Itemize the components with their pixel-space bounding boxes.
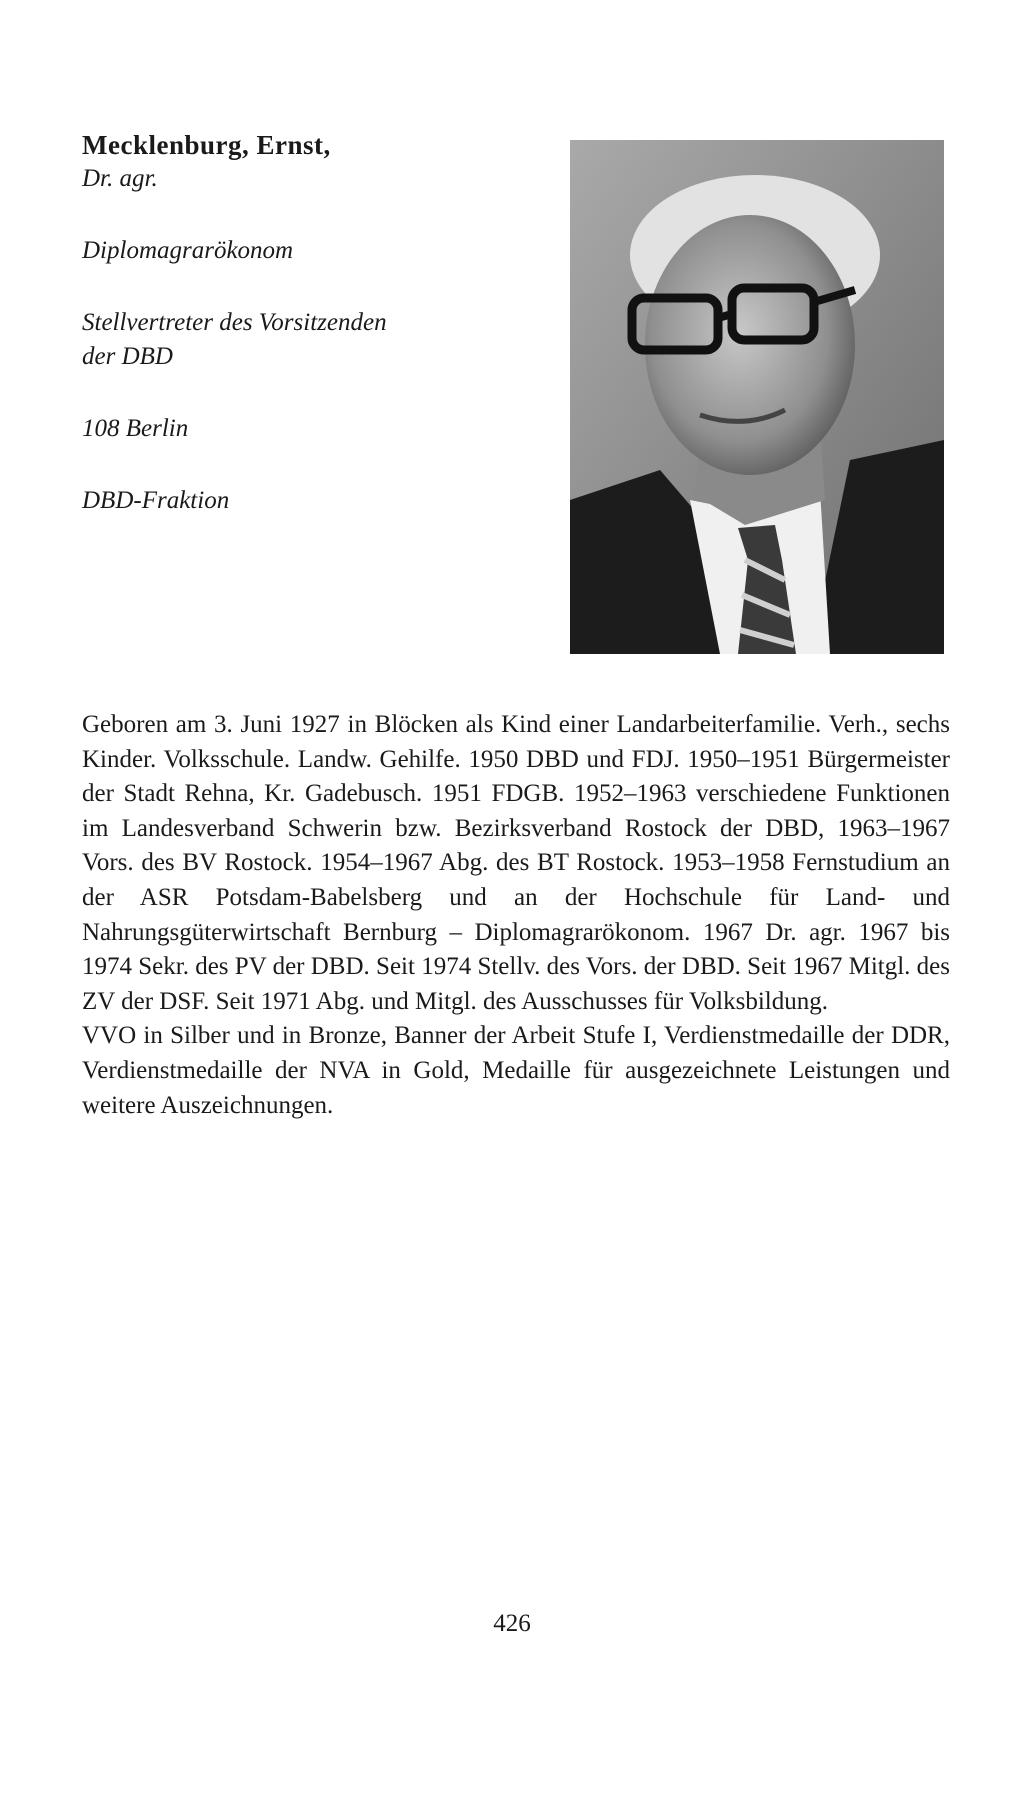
awards-paragraph: VVO in Silber und in Bronze, Banner der Arbeit Stufe I, Verdienstmedaille der DDR, Verdienstmedaille der NVA in Gold, Medaille für ausgezeichnete Leistungen und weitere Auszeichnungen. bbox=[82, 1022, 950, 1119]
position-line-2: der DBD bbox=[82, 343, 173, 370]
biography bbox=[82, 708, 950, 1123]
faction: DBD-Fraktion bbox=[82, 487, 230, 514]
location: 108 Berlin bbox=[82, 415, 189, 442]
position-line-1: Stellvertreter des Vorsitzenden bbox=[82, 309, 387, 336]
profession: Diplomagrarökonom bbox=[82, 237, 294, 264]
entry-header bbox=[82, 128, 552, 518]
academic-title: Dr. agr. bbox=[82, 165, 158, 192]
portrait-photo bbox=[570, 140, 944, 654]
biography-paragraph: Geboren am 3. Juni 1927 in Blöcken als Kind einer Landarbeiterfamilie. Verh., sechs Kinder. Volksschule. Landw. Gehilfe. 1950 DBD und FDJ. 1950–1951 Bürgermeister der Stadt Rehna, Kr. Gadebusch. 1951 FDGB. 1952–1963 verschiedene Funktionen im Landesverband Schwerin bzw. Bezirksverband Rostock der DBD, 1963–1967 Vors. des BV Rostock. 1954–1967 Abg. des BT Rostock. 1953–1958 Fernstudium an der ASR Potsdam-Babelsberg und an der Hochschule für Land- und Nahrungsgüterwirtschaft Bernburg – Diplomagrarökonom. 1967 Dr. agr. 1967 bis 1974 Sekr. des PV der DBD. Seit 1974 Stellv. des Vors. der DBD. Seit 1967 Mitgl. des ZV der DSF. Seit 1971 Abg. und Mitgl. des Ausschusses für Volksbildung. bbox=[82, 711, 950, 1015]
person-name: Mecklenburg, Ernst, bbox=[82, 130, 331, 160]
page-number: 426 bbox=[493, 1610, 531, 1637]
